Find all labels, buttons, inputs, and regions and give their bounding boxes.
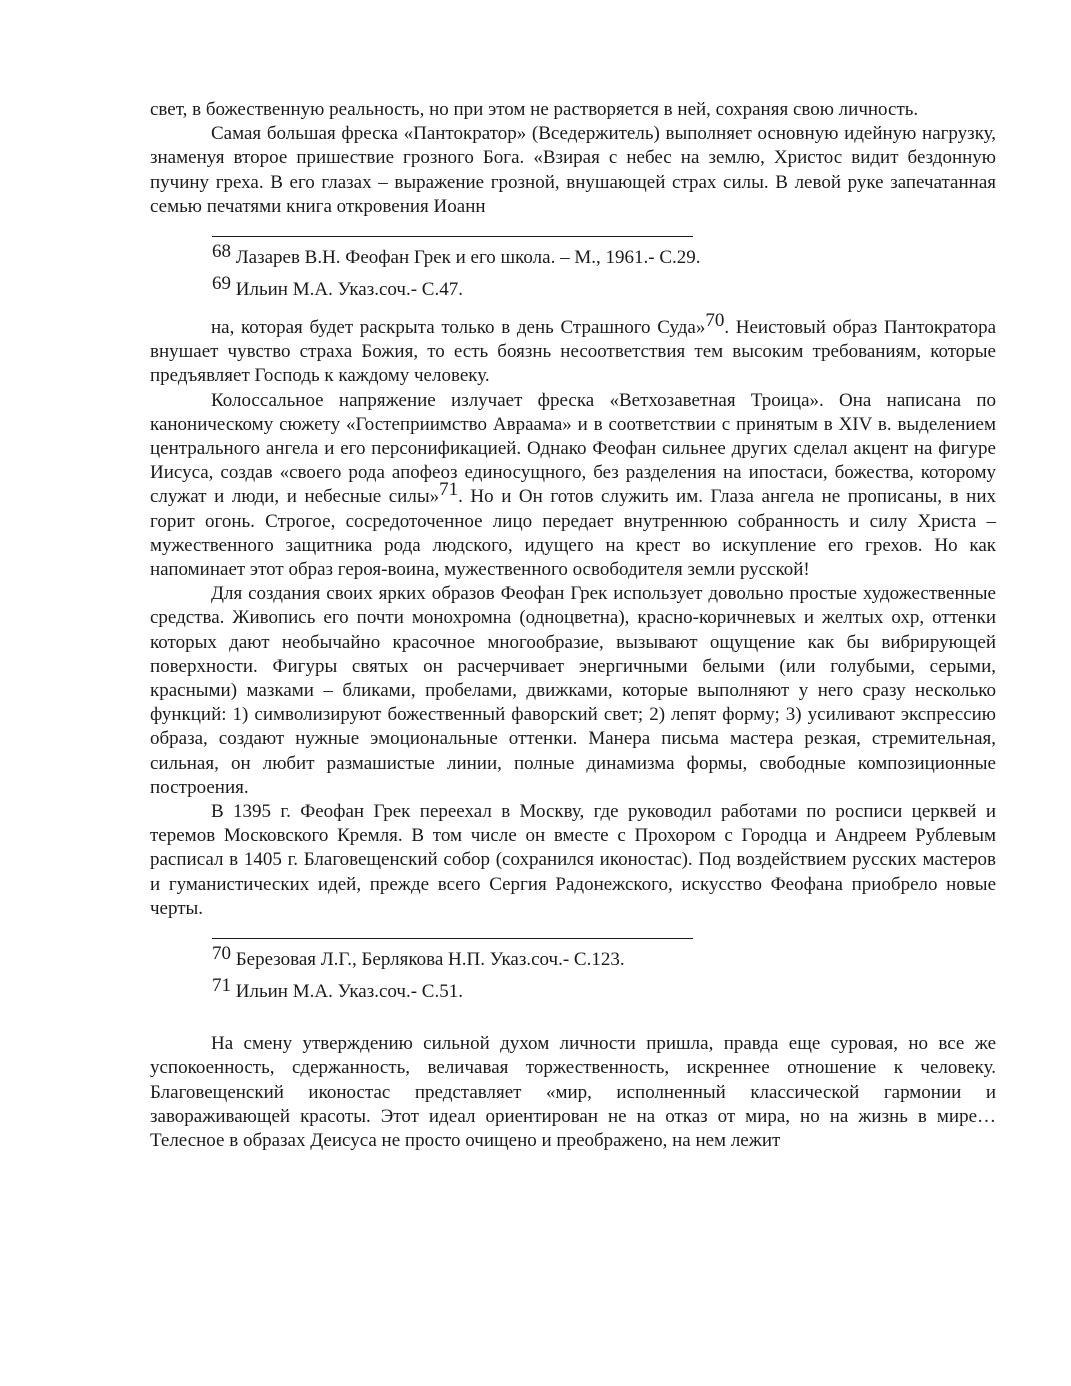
footnote-separator-2 [212, 938, 693, 939]
footnote-text: Ильин М.А. Указ.соч.- С.51. [231, 981, 463, 1003]
footnote-ref-71: 71 [439, 479, 459, 501]
paragraph-strashny-sud [150, 310, 996, 389]
footnote-number: 71 [212, 975, 231, 997]
footnote-ref-70: 70 [705, 310, 725, 332]
footnote-68 [212, 241, 996, 270]
footnote-71 [212, 975, 996, 1004]
paragraph-1: свет, в божественную реальность, но при этом не растворяется в ней, сохраняя свою личность. [150, 99, 919, 120]
footnote-70 [212, 943, 996, 972]
paragraph-troitsa [150, 389, 996, 583]
footnote-number: 70 [212, 943, 231, 965]
footnote-69 [212, 273, 996, 302]
footnote-text: Березовая Л.Г., Берлякова Н.П. Указ.соч.- С.123. [231, 949, 625, 971]
paragraph-text: . Но и Он готов служить им. Глаза ангела не прописаны, в них горит огонь. Строгое, сосредоточенное лицо передает внутреннюю собранность и силу Христа – мужественного защитника рода людского, идущего на крест во искупление его грехов. Но как напоминает этот образ героя-воина, мужественного освободителя земли русской! [150, 486, 996, 581]
document-page [150, 98, 996, 1153]
paragraph-text: . Неистовый образ Пантократора внушает чувство страха Божия, то есть боязнь несоответствия тем высоким требованиям, которые предъявляет Господь к каждому человеку. [150, 317, 996, 387]
footnote-text: Лазарев В.Н. Феофан Грек и его школа. – М., 1961.- С.29. [231, 247, 701, 269]
paragraph-blagoveshchensky: На смену утверждению сильной духом личности пришла, правда еще суровая, но все же успокоенность, сдержанность, величавая торжественность, искреннее отношение к человеку. Благовещенский иконостас представляет «мир, исполненный классической гармонии и завораживающей красоты. Этот идеал ориентирован не на отказ от мира, но на жизнь в мире… Телесное в образах Деисуса не просто очищено и преображено, на нем лежит [150, 1033, 996, 1151]
paragraph-art-means: Для создания своих ярких образов Феофан Грек использует довольно простые художественные средства. Живопись его почти монохромна (одноцветна), красно-коричневых и желтых охр, оттенки которых дают необычайно красочное многообразие, вызывают ощущение как бы вибрирующей поверхности. Фигуры святых он расчерчивает энергичными белыми (или голубыми, серыми, красными) мазками – бликами, пробелами, движками, которые выполняют у него сразу несколько функций: 1) символизируют божественный фаворский свет; 2) лепят форму; 3) усиливают экспрессию образа, создают нужные эмоциональные оттенки. Манера письма мастера резкая, стремительная, сильная, он любит размашистые линии, полные динамизма формы, свободные композиционные построения. [150, 583, 996, 798]
paragraph-text: Колоссальное напряжение излучает фреска «Ветхозаветная Троица». Она написана по каноническому сюжету «Гостеприимство Авраама» и в соответствии с принятым в XIV в. выделением центрального ангела и его персонификацией. Однако Феофан сильнее других сделал акцент на фигуре Иисуса, создав «своего рода апофеоз единосущного, без разделения на ипостаси, божества, которому служат и люди, и небесные силы» [150, 389, 996, 508]
paragraph-moscow: В 1395 г. Феофан Грек переехал в Москву, где руководил работами по росписи церквей и теремов Московского Кремля. В том числе он вместе с Прохором с Городца и Андреем Рублевым расписал в 1405 г. Благовещенский собор (сохранился иконостас). Под воздействием русских мастеров и гуманистических идей, прежде всего Сергия Радонежского, искусство Феофана приобрело новые черты. [150, 801, 996, 919]
paragraph-text: на, которая будет раскрыта только в день Страшного Суда» [211, 317, 706, 339]
footnote-separator-1 [212, 236, 693, 237]
paragraph-pantokrator: Самая большая фреска «Пантократор» (Вседержитель) выполняет основную идейную нагрузку, знаменуя второе пришествие грозного Бога. «Взирая с небес на землю, Христос видит бездонную пучину греха. В его глазах – выражение грозной, внушающей страх силы. В левой руке запечатанная семью печатями книга откровения Иоанн [150, 123, 996, 217]
footnote-text: Ильин М.А. Указ.соч.- С.47. [231, 279, 463, 301]
footnote-number: 69 [212, 273, 231, 295]
footnote-number: 68 [212, 241, 231, 263]
